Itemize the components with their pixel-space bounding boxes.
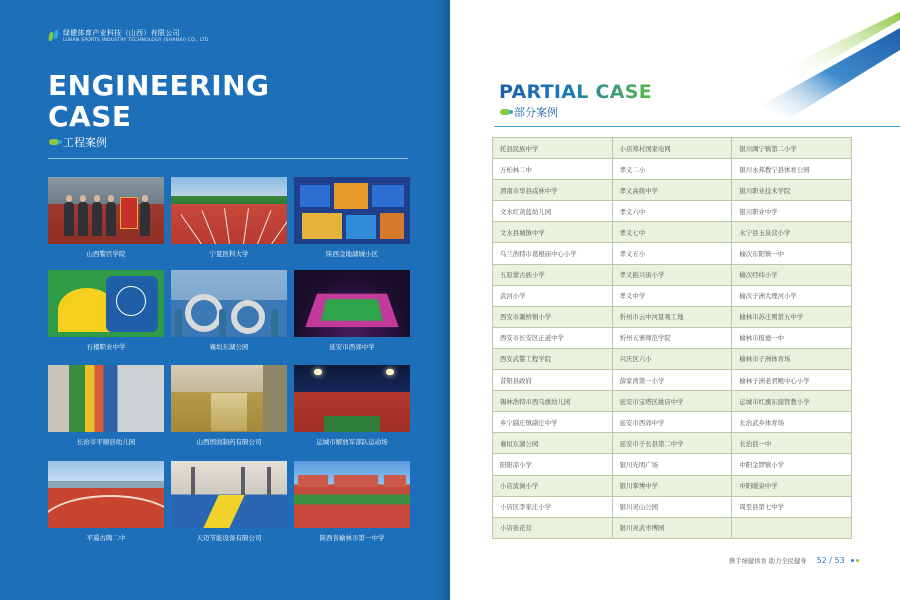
table-cell: 薛家湾第一小学 <box>612 370 732 391</box>
table-cell: 榆次东阳镇一中 <box>732 243 852 264</box>
table-cell: 西安市灞桥镇小学 <box>493 306 613 327</box>
photo-caption: 延安市西郊中学 <box>329 343 375 351</box>
table-cell: 襄垣东湖公园 <box>493 433 613 454</box>
project-photo <box>48 461 164 528</box>
photo-caption: 山西警官学院 <box>86 250 126 258</box>
table-cell: 延安市宝塔区姚店中学 <box>612 391 732 412</box>
table-cell: 中阳金锣镇小学 <box>732 454 852 475</box>
table-cell: 银川职业中学 <box>732 201 852 222</box>
subtitle-text: 工程案例 <box>63 136 107 149</box>
photo-caption: 山西国润制药有限公司 <box>196 438 262 446</box>
photo-caption: 襄垣东湖公园 <box>209 343 249 351</box>
table-row <box>493 222 852 243</box>
table-row <box>493 306 852 327</box>
subtitle-text: 部分案例 <box>514 106 558 119</box>
table-cell: 阳阳凉小学 <box>493 454 613 475</box>
table-cell: 银川灵武枣博园 <box>612 517 732 538</box>
partial-case-subtitle <box>500 104 558 120</box>
project-photo <box>294 270 410 337</box>
table-cell: 小店郑村国家电网 <box>612 138 732 159</box>
table-cell: 银川闽宁镇第二小学 <box>732 138 852 159</box>
engineering-case-title <box>48 70 270 132</box>
photo-card <box>48 270 164 351</box>
table-row <box>493 433 852 454</box>
table-cell: 孝义振兴街小学 <box>612 264 732 285</box>
table-cell: 中阳暖泉中学 <box>732 475 852 496</box>
table-cell: 银川职业技术学院 <box>732 180 852 201</box>
decorative-swoosh-icon <box>750 10 900 120</box>
table-cell: 榆林市子洲体育场 <box>732 348 852 369</box>
right-page <box>450 0 900 600</box>
table-row <box>493 180 852 201</box>
table-cell: 文水红黄蓝幼儿园 <box>493 201 613 222</box>
photo-caption: 宁夏医科大学 <box>209 250 249 258</box>
table-cell: 银川永邦教宁县体育公园 <box>732 159 852 180</box>
table-cell: 小店流涧小学 <box>493 475 613 496</box>
table-cell: 周至县第七中学 <box>732 496 852 517</box>
table-cell: 五原蒙古族小学 <box>493 264 613 285</box>
project-photo <box>48 365 164 432</box>
table-row <box>493 327 852 348</box>
table-cell: 榆林子洲老君殿中心小学 <box>732 370 852 391</box>
table-row <box>493 201 852 222</box>
company-logo <box>49 30 209 43</box>
table-cell: 银川掌博中学 <box>612 475 732 496</box>
table-row <box>493 348 852 369</box>
table-cell: 忻州市云中河景观工地 <box>612 306 732 327</box>
page-footer <box>729 556 859 565</box>
project-photo <box>294 461 410 528</box>
table-cell: 孝义五小 <box>612 243 732 264</box>
table-cell: 银川光明广场 <box>612 454 732 475</box>
photo-card <box>294 365 410 446</box>
table-cell: 忻州五寨师范学院 <box>612 327 732 348</box>
table-row <box>493 264 852 285</box>
table-cell: 小店张花营 <box>493 517 613 538</box>
table-cell: 乡宁副庄镇副庄中学 <box>493 412 613 433</box>
photo-card <box>171 177 287 258</box>
table-row <box>493 391 852 412</box>
project-photo <box>171 461 287 528</box>
leaf-logo-icon <box>49 30 59 42</box>
table-cell: 延安市西郊中学 <box>612 412 732 433</box>
photo-caption: 长治市平顺县幼儿园 <box>76 438 136 446</box>
photo-card <box>48 365 164 446</box>
table-cell: 西安市长安区正道中学 <box>493 327 613 348</box>
title-line-2: CASE <box>48 100 132 133</box>
table-row <box>493 517 852 538</box>
table-cell: 万柏林二中 <box>493 159 613 180</box>
table-row <box>493 285 852 306</box>
title-line-1: ENGINEERING <box>48 69 270 102</box>
project-photo <box>48 270 164 337</box>
photo-card <box>48 461 164 542</box>
table-cell: 西安武警工程学院 <box>493 348 613 369</box>
table-cell: 渭南市华县咸林中学 <box>493 180 613 201</box>
table-row <box>493 496 852 517</box>
table-row <box>493 412 852 433</box>
table-cell: 小店区李家庄小学 <box>493 496 613 517</box>
table-cell: 榆林市苏庄则第五中学 <box>732 306 852 327</box>
table-row <box>493 370 852 391</box>
photo-card <box>171 365 287 446</box>
company-name-en: LUBAN SPORTS INDUSTRY TECHNOLOGY (SHANXI) CO., LTD <box>63 37 209 43</box>
photo-caption: 陕西省榆林市第一中学 <box>319 534 385 542</box>
table-cell: 延安市子长县第二中学 <box>612 433 732 454</box>
table-cell: 乌兰浩特市葛根庙中心小学 <box>493 243 613 264</box>
project-photo <box>48 177 164 244</box>
page-numbers: 52 / 53 <box>816 556 845 565</box>
table-cell: 孝义七中 <box>612 222 732 243</box>
project-photo <box>171 270 287 337</box>
partial-case-title: PARTIAL CASE <box>499 81 653 103</box>
table-cell: 榆次经纬小学 <box>732 264 852 285</box>
table-row <box>493 138 852 159</box>
table-cell: 孝义高级中学 <box>612 180 732 201</box>
photo-caption: 陕西金地湖城小区 <box>326 250 378 258</box>
photo-card <box>294 270 410 351</box>
table-cell: 锡林浩特市西乌旗幼儿园 <box>493 391 613 412</box>
table-row <box>493 475 852 496</box>
company-name-cn: 绿健体育产业科技（山西）有限公司 <box>63 29 180 37</box>
table-cell: 托县民族中学 <box>493 138 613 159</box>
table-row <box>493 243 852 264</box>
table-cell: 永宁县玉泉营小学 <box>732 222 852 243</box>
table-row <box>493 159 852 180</box>
divider <box>494 126 900 127</box>
table-cell: 银川灵山公园 <box>612 496 732 517</box>
table-cell: 昔阳县政府 <box>493 370 613 391</box>
pill-bullet-icon <box>49 139 59 145</box>
project-photo <box>171 365 287 432</box>
project-photo <box>294 365 410 432</box>
photo-caption: 石楼职业中学 <box>86 343 126 351</box>
table-cell: 运城市红旗东接管教小学 <box>732 391 852 412</box>
photo-caption: 运城市解放军部队运动场 <box>316 438 388 446</box>
footer-dots-icon <box>851 559 859 562</box>
project-photo <box>171 177 287 244</box>
pill-bullet-icon <box>500 109 510 115</box>
photo-caption: 平遥古陶二中 <box>86 534 126 542</box>
table-cell: 武河小学 <box>493 285 613 306</box>
project-photo <box>294 177 410 244</box>
photo-card <box>48 177 164 258</box>
table-cell: 榆林市报德一中 <box>732 327 852 348</box>
table-row <box>493 454 852 475</box>
table-cell: 孝义六中 <box>612 201 732 222</box>
table-cell: 文水县城镇中学 <box>493 222 613 243</box>
divider <box>48 158 408 159</box>
table-cell: 孝义中学 <box>612 285 732 306</box>
engineering-case-subtitle <box>49 134 107 150</box>
table-cell: 兴庆区六小 <box>612 348 732 369</box>
photo-caption: 天迈节能设备有限公司 <box>196 534 262 542</box>
photo-card <box>294 461 410 542</box>
footer-slogan: 携手绿健体育 助力全民健身 <box>729 558 807 565</box>
photo-card <box>171 270 287 351</box>
table-cell: 长治武乡体育场 <box>732 412 852 433</box>
photo-card <box>171 461 287 542</box>
table-cell: 榆次子洲大理河小学 <box>732 285 852 306</box>
table-cell: 孝义二小 <box>612 159 732 180</box>
photo-card <box>294 177 410 258</box>
table-cell: 长治县一中 <box>732 433 852 454</box>
case-table <box>492 137 852 539</box>
table-cell <box>732 517 852 538</box>
